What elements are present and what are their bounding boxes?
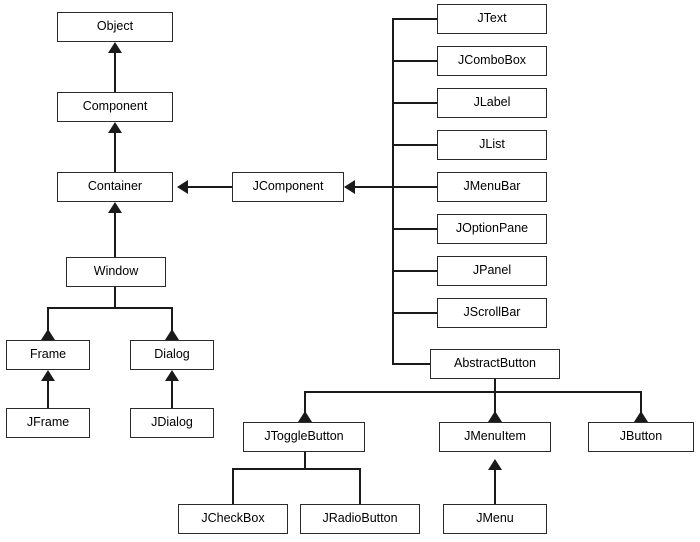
node-label: JCheckBox (201, 511, 265, 526)
node-component[interactable] (57, 92, 173, 122)
node-label: Object (96, 19, 134, 34)
edge-jmenu-jmenuitem (494, 470, 496, 504)
arrowhead-jcomponent-container (177, 180, 188, 194)
node-label: Component (82, 99, 148, 114)
edge-window-container (114, 213, 116, 257)
node-label: JDialog (151, 415, 193, 430)
node-label: JToggleButton (264, 429, 344, 444)
node-label: JFrame (26, 415, 70, 430)
edge-stub-jtext (392, 18, 437, 20)
arrowhead-component-object (108, 42, 122, 53)
edge-jframe-frame (47, 381, 49, 408)
node-frame[interactable] (6, 340, 90, 370)
node-label: JPanel (472, 263, 512, 278)
node-jlist[interactable] (437, 130, 547, 160)
node-jtogglebutton[interactable] (243, 422, 365, 452)
arrowhead-dialog-window (165, 329, 179, 340)
node-label: JText (477, 11, 507, 26)
arrowhead-jmenuitem-abstractbutton (488, 411, 502, 422)
node-label: JButton (619, 429, 663, 444)
node-label: Window (93, 264, 139, 279)
edge-togglebutton-children-bus (232, 468, 360, 470)
node-label: AbstractButton (454, 356, 536, 371)
node-jscrollbar[interactable] (437, 298, 547, 328)
edge-jcheckbox-riser (232, 468, 234, 504)
node-jmenu[interactable] (443, 504, 547, 534)
arrowhead-window-container (108, 202, 122, 213)
node-label: JMenuItem (464, 429, 526, 444)
node-jpanel[interactable] (437, 256, 547, 286)
edge-stub-abstractbutton (392, 363, 430, 365)
node-label: JComponent (252, 179, 324, 194)
node-label: JScrollBar (463, 305, 521, 320)
edge-jradiobutton-riser (359, 468, 361, 504)
node-joptionpane[interactable] (437, 214, 547, 244)
node-abstractbutton[interactable] (430, 349, 560, 379)
edge-stub-joptionpane (392, 228, 437, 230)
edge-component-object (114, 53, 116, 92)
node-label: JList (479, 137, 505, 152)
node-jlabel[interactable] (437, 88, 547, 118)
edge-frame-riser (47, 307, 49, 331)
node-jmenuitem[interactable] (439, 422, 551, 452)
edge-window-drop (114, 287, 116, 309)
node-label: JLabel (473, 95, 511, 110)
edge-frame-dialog-bus (47, 307, 173, 309)
node-jdialog[interactable] (130, 408, 214, 438)
node-jframe[interactable] (6, 408, 90, 438)
node-jcheckbox[interactable] (178, 504, 288, 534)
edge-stub-jscrollbar (392, 312, 437, 314)
node-jbutton[interactable] (588, 422, 694, 452)
node-dialog[interactable] (130, 340, 214, 370)
edge-jdialog-dialog (171, 381, 173, 408)
node-label: Container (87, 179, 143, 194)
node-label: JComboBox (457, 53, 527, 68)
arrowhead-jframe-frame (41, 370, 55, 381)
node-label: Frame (29, 347, 67, 362)
node-jcomponent[interactable] (232, 172, 344, 202)
node-container[interactable] (57, 172, 173, 202)
arrowhead-frame-window (41, 329, 55, 340)
arrowhead-container-component (108, 122, 122, 133)
edge-container-component (114, 133, 116, 172)
node-jcombobox[interactable] (437, 46, 547, 76)
node-jmenubar[interactable] (437, 172, 547, 202)
edge-stub-jcombobox (392, 60, 437, 62)
node-jradiobutton[interactable] (300, 504, 420, 534)
node-label: JRadioButton (322, 511, 398, 526)
node-label: JOptionPane (455, 221, 529, 236)
edge-stub-jpanel (392, 270, 437, 272)
node-label: JMenuBar (463, 179, 521, 194)
node-label: Dialog (154, 347, 190, 362)
node-object[interactable] (57, 12, 173, 42)
edge-stub-jlabel (392, 102, 437, 104)
arrowhead-jmenu-jmenuitem (488, 459, 502, 470)
edge-abstractbutton-children-bus (304, 391, 641, 393)
arrowhead-bus-jcomponent (344, 180, 355, 194)
node-window[interactable] (66, 257, 166, 287)
edge-jcomponent-container (188, 186, 232, 188)
arrowhead-jtogglebutton-abstractbutton (298, 411, 312, 422)
edge-stub-jmenubar (392, 186, 437, 188)
edge-dialog-riser (171, 307, 173, 331)
node-label: JMenu (476, 511, 514, 526)
node-jtext[interactable] (437, 4, 547, 34)
arrowhead-jdialog-dialog (165, 370, 179, 381)
arrowhead-jbutton-abstractbutton (634, 411, 648, 422)
edge-stub-jlist (392, 144, 437, 146)
